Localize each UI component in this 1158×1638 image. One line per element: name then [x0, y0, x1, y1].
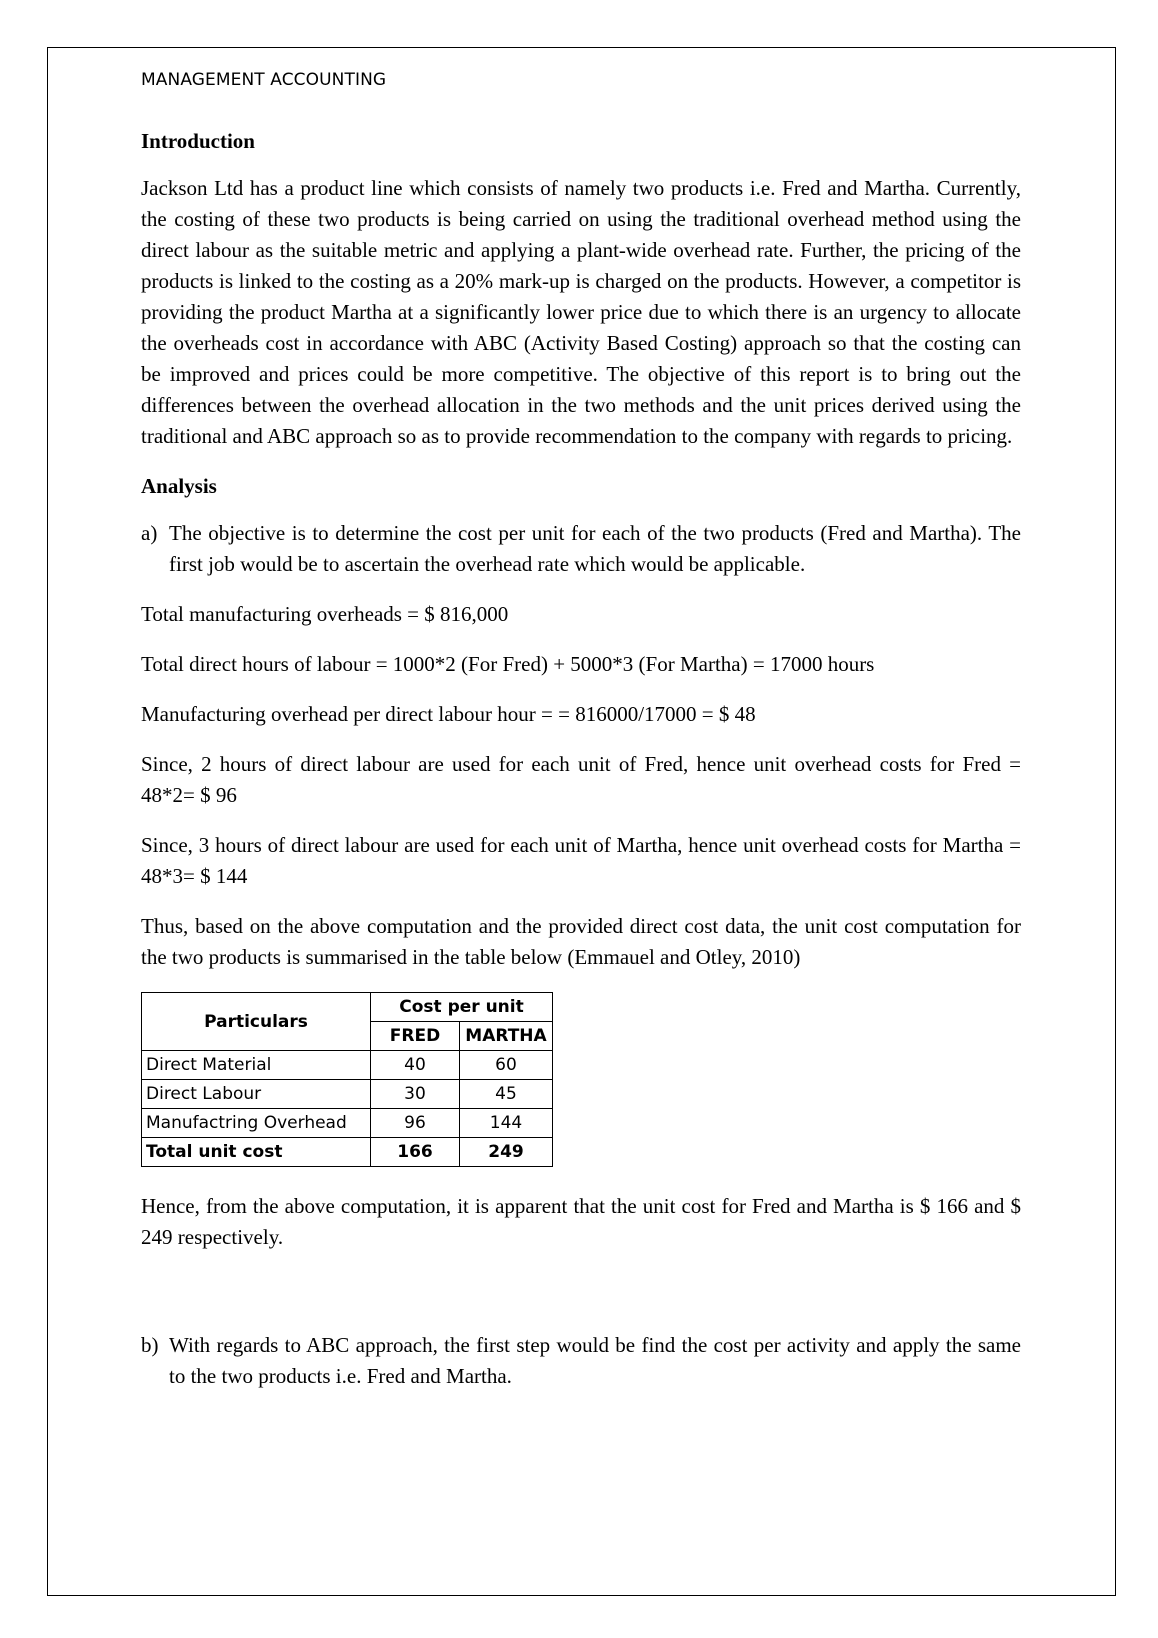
total-labour-hours-line: Total direct hours of labour = 1000*2 (For Fred) + 5000*3 (For Martha) = 17000 hours: [141, 652, 875, 676]
table-row: [142, 1109, 553, 1138]
list-text-a: The objective is to determine the cost per unit for each of the two products (Fred and Martha). The first job would be to ascertain the overhead rate which would be applicable.: [169, 521, 1021, 576]
total-overheads-line: Total manufacturing overheads = $ 816,000: [141, 602, 509, 626]
spacer: [141, 1272, 1021, 1330]
fred-value: 96: [371, 1109, 460, 1138]
list-marker-a: a): [141, 521, 158, 545]
list-marker-b: b): [141, 1333, 159, 1357]
cost-per-unit-header: Cost per unit: [371, 993, 553, 1022]
list-item-a: [141, 518, 1021, 580]
martha-value: 60: [460, 1051, 553, 1080]
martha-column-header: MARTHA: [460, 1022, 553, 1051]
table-header-row: [142, 993, 553, 1022]
introduction-paragraph: Jackson Ltd has a product line which consists of namely two products i.e. Fred and Martha. Currently, the costing of these two products is being carried on using the traditional overhead method using the direct labour as the suitable metric and applying a plant-wide overhead rate. Further, the pricing of the products is linked to the costing as a 20% mark-up is charged on the products. However, a competitor is providing the product Martha at a significantly lower price due to which there is an urgency to allocate the overheads cost in accordance with ABC (Activity Based Costing) approach so that the costing can be improved and prices could be more competitive. The objective of this report is to bring out the differences between the overhead allocation in the two methods and the unit prices derived using the traditional and ABC approach so as to provide recommendation to the company with regards to pricing.: [141, 176, 1021, 448]
analysis-heading: Analysis: [141, 474, 217, 498]
list-text-b: With regards to ABC approach, the first step would be find the cost per activity and apply the same to the two products i.e. Fred and Martha.: [169, 1333, 1021, 1388]
list-item-b: [141, 1330, 1021, 1392]
martha-value: 45: [460, 1080, 553, 1109]
fred-total: 166: [371, 1138, 460, 1167]
fred-column-header: FRED: [371, 1022, 460, 1051]
introduction-heading: Introduction: [141, 129, 255, 153]
conclusion-paragraph: Hence, from the above computation, it is apparent that the unit cost for Fred and Martha is $ 166 and $ 249 respectively.: [141, 1194, 1021, 1249]
summary-intro-paragraph: Thus, based on the above computation and the provided direct cost data, the unit cost computation for the two products is summarised in the table below (Emmauel and Otley, 2010): [141, 914, 1021, 969]
document-body: [141, 68, 1021, 1411]
row-label: Direct Material: [142, 1051, 371, 1080]
page-header: MANAGEMENT ACCOUNTING: [141, 70, 387, 90]
martha-overhead-paragraph: Since, 3 hours of direct labour are used for each unit of Martha, hence unit overhead costs for Martha = 48*3= $ 144: [141, 833, 1021, 888]
total-row: [142, 1138, 553, 1167]
martha-value: 144: [460, 1109, 553, 1138]
fred-overhead-paragraph: Since, 2 hours of direct labour are used for each unit of Fred, hence unit overhead costs for Fred = 48*2= $ 96: [141, 752, 1021, 807]
row-label: Direct Labour: [142, 1080, 371, 1109]
total-label: Total unit cost: [142, 1138, 371, 1167]
row-label: Manufactring Overhead: [142, 1109, 371, 1138]
martha-total: 249: [460, 1138, 553, 1167]
fred-value: 40: [371, 1051, 460, 1080]
table-row: [142, 1080, 553, 1109]
overhead-rate-line: Manufacturing overhead per direct labour hour = = 816000/17000 = $ 48: [141, 702, 756, 726]
unit-cost-table: [141, 992, 553, 1167]
table-row: [142, 1051, 553, 1080]
fred-value: 30: [371, 1080, 460, 1109]
particulars-header: Particulars: [142, 993, 371, 1051]
